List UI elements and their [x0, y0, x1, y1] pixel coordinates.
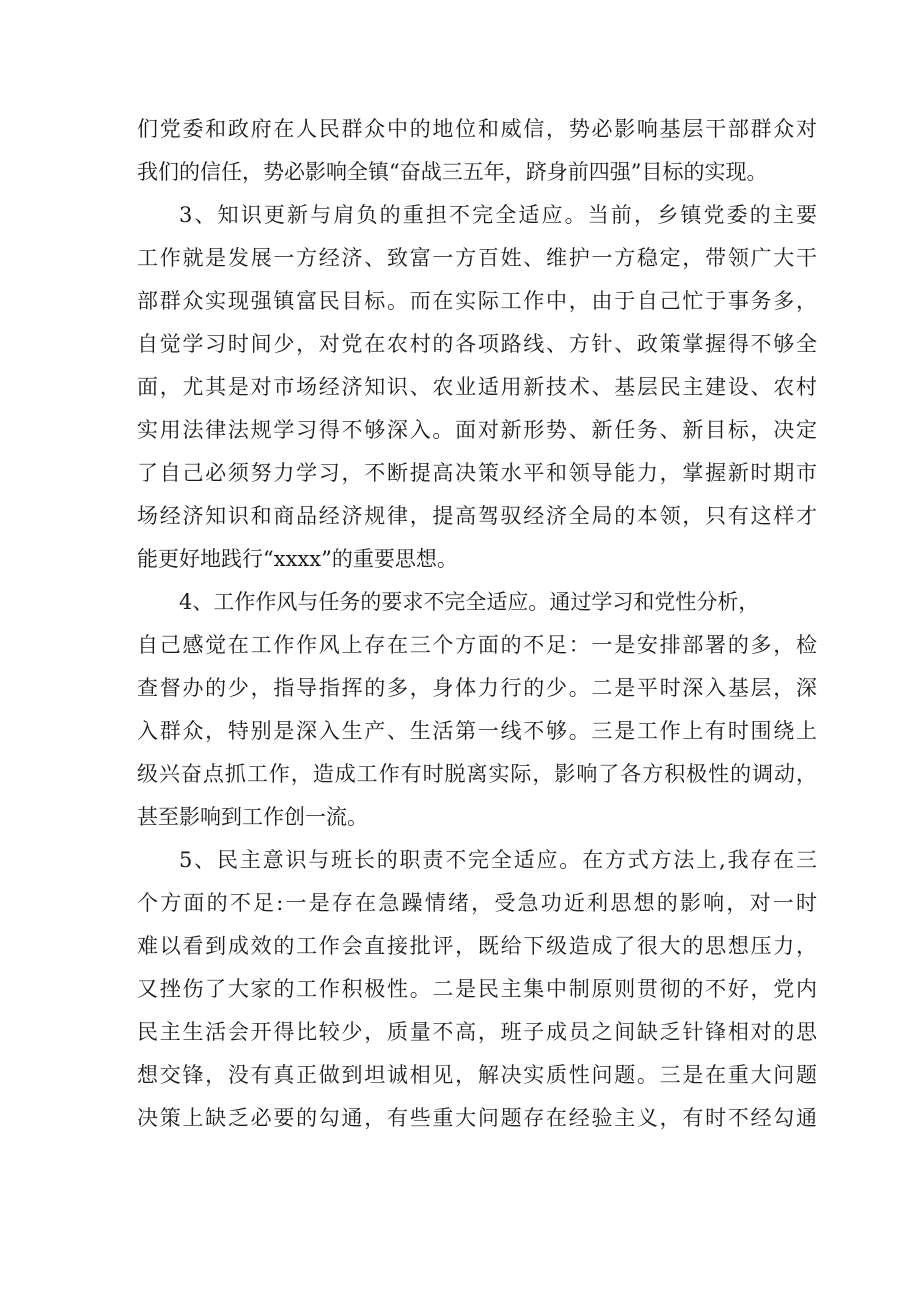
document-body [137, 108, 817, 1140]
text-line: 4、工作作风与任务的要求不完全适应。通过学习和党性分析， [179, 590, 760, 614]
text-line: 自己感觉在工作作风上存在三个方面的不足：一是安排部署的多，检 [137, 633, 817, 657]
text-line: 了自己必须努力学习，不断提高决策水平和领导能力，掌握新时期市 [137, 461, 817, 485]
text-line: 们党委和政府在人民群众中的地位和威信，势必影响基层干部群众对 [137, 117, 817, 141]
paragraph-item-5 [137, 839, 817, 1140]
text-line: 部群众实现强镇富民目标。而在实际工作中，由于自己忙于事务多， [137, 289, 817, 313]
text-line: 场经济知识和商品经济规律，提高驾驭经济全局的本领，只有这样才 [137, 504, 817, 528]
paragraph-item-3 [137, 194, 817, 581]
text-line: 想交锋，没有真正做到坦诚相见，解决实质性问题。三是在重大问题 [137, 1063, 817, 1087]
text-line: 5、民主意识与班长的职责不完全适应。在方式方法上,我存在三 [179, 848, 817, 872]
paragraph-item-4 [137, 581, 817, 839]
text-line: 决策上缺乏必要的勾通，有些重大问题存在经验主义，有时不经勾通 [137, 1106, 817, 1130]
text-line: 实用法律法规学习得不够深入。面对新形势、新任务、新目标，决定 [137, 418, 817, 442]
text-line: 工作就是发展一方经济、致富一方百姓、维护一方稳定，带领广大干 [137, 246, 817, 270]
text-line: 民主生活会开得比较少，质量不高，班子成员之间缺乏针锋相对的思 [137, 1020, 817, 1044]
text-line: 我们的信任，势必影响全镇“奋战三五年，跻身前四强”目标的实现。 [137, 160, 768, 184]
text-line: 甚至影响到工作创一流。 [137, 805, 368, 829]
text-line: 查督办的少，指导指挥的多，身体力行的少。二是平时深入基层，深 [137, 676, 817, 700]
text-line: 自觉学习时间少，对党在农村的各项路线、方针、政策掌握得不够全 [137, 332, 817, 356]
text-line: 难以看到成效的工作会直接批评，既给下级造成了很大的思想压力， [137, 934, 817, 958]
text-line: 能更好地践行“xxxx”的重要思想。 [137, 547, 458, 571]
text-line: 面，尤其是对市场经济知识、农业适用新技术、基层民主建设、农村 [137, 375, 817, 399]
text-line: 入群众，特别是深入生产、生活第一线不够。三是工作上有时围绕上 [137, 719, 817, 743]
paragraph-continuation [137, 108, 817, 194]
text-line: 3、知识更新与肩负的重担不完全适应。当前，乡镇党委的主要 [179, 203, 817, 227]
text-line: 级兴奋点抓工作，造成工作有时脱离实际，影响了各方积极性的调动， [137, 762, 817, 786]
text-line: 个方面的不足:一是存在急躁情绪，受急功近利思想的影响，对一时 [137, 891, 817, 915]
text-line: 又挫伤了大家的工作积极性。二是民主集中制原则贯彻的不好，党内 [137, 977, 817, 1001]
